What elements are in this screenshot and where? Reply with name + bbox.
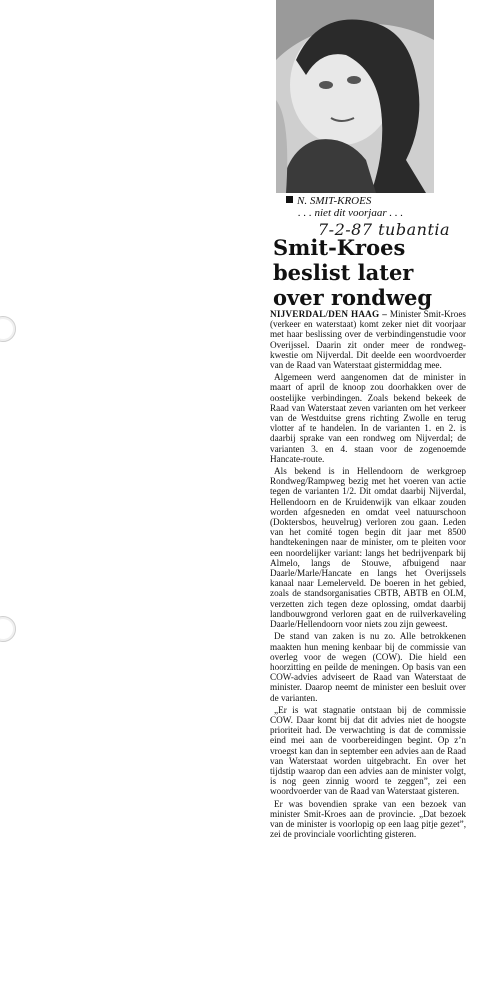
handwritten-date-note: 7-2-87 tubantia bbox=[318, 220, 451, 239]
article-paragraph: Als bekend is in Hellendoorn de werkgroep Rondweg/Rampweg bezig met het voeren van actie tegen de varianten 1/2. Dit omdat daarbij Nijverdal, Hellendoorn en de Kruidenwijk van elkaar zouden worden afgesneden en omdat veel natuurschoon (Doktersbos, heuvelrug) verloren zou gaan. Leden van het comité togen begin dit jaar met 8500 handtekeningen naar de minister, om te pleiten voor een noordelijker variant: langs het bedrijvenpark bij Almelo, langs de Stouwe, afbuigend naar Daarle/Marle/Hancate en langs het Overijssels kanaal naar Lemelerveld. De boeren in het gebied, zoals de standsorganisaties CBTB, ABTB en OLM, verzetten zich tegen deze oplossing, omdat daarbij landbouwgrond verloren gaat en de ruilverkaveling Daarle/Hellendoorn voor niets zou zijn geweest. bbox=[270, 466, 466, 630]
portrait-photo bbox=[276, 0, 434, 193]
article-paragraph: „Er is wat stagnatie ontstaan bij de commissie COW. Daar komt bij dat dit advies niet de hoogste prioriteit had. De verwachting is dat de commissie eind mei aan de voorbereidingen begint. Op z’n vroegst kan dan in september een advies aan de Raad van Waterstaat worden uitgebracht. En over het tijdstip waarop dan een advies aan de minister volgt, is nog geen zinnig woord te zeggen”, zei een woordvoerder van de Raad van Waterstaat gisteren. bbox=[270, 704, 466, 797]
article-headline bbox=[273, 235, 463, 310]
article-body bbox=[270, 309, 466, 841]
photo-caption bbox=[286, 195, 466, 219]
article-paragraph: NIJVERDAL/DEN HAAG – Minister Smit-Kroes (verkeer en waterstaat) komt zeker niet dit voorjaar met haar beslissing over de verbindingenstudie voor Overijssel. Daarin zit onder meer de rondweg-kwestie om Nijverdal. Dit deelde een woordvoerder van de Raad van Waterstaat gistermiddag mee. bbox=[270, 309, 466, 371]
dateline: NIJVERDAL/DEN HAAG – bbox=[270, 309, 390, 319]
article-paragraph: Algemeen werd aangenomen dat de minister in maart of april de knoop zou doorhakken over de oostelijke verbindingen. Zoals bekend bekeek de Raad van Waterstaat zeven varianten om het verkeer van de Westduitse grens richting Zwolle en terug vlotter af te handelen. In de varianten 1. en 2. is daarbij sprake van een rondweg om Nijverdal; de varianten 3. en 4. staan voor de zogenoemde Hancate-route. bbox=[270, 372, 466, 464]
article-paragraph: Er was bovendien sprake van een bezoek van minister Smit-Kroes aan de provincie. „Dat bezoek van de minister is voorlopig op een laag pitje gezet”, zei de provinciale voorlichting gisteren. bbox=[270, 798, 466, 840]
bullet-square-icon bbox=[286, 196, 293, 203]
portrait-image bbox=[276, 0, 434, 193]
headline-line: Smit-Kroes bbox=[273, 235, 406, 260]
caption-quote: . . . niet dit voorjaar . . . bbox=[298, 207, 404, 219]
headline-line: beslist later bbox=[273, 260, 414, 285]
punch-hole bbox=[0, 616, 16, 642]
caption-name: N. SMIT-KROES bbox=[297, 195, 372, 207]
headline-line: over rondweg bbox=[273, 285, 433, 310]
punch-hole bbox=[0, 316, 16, 342]
article-paragraph: De stand van zaken is nu zo. Alle betrokkenen maakten hun mening kenbaar bij de commissie van overleg voor de wegen (COW). Die hield een hoorzitting en peilde de meningen. Op basis van een COW-advies adviseert de Raad van Waterstaat de minister. Daarop neemt de minister een besluit over de varianten. bbox=[270, 631, 466, 703]
